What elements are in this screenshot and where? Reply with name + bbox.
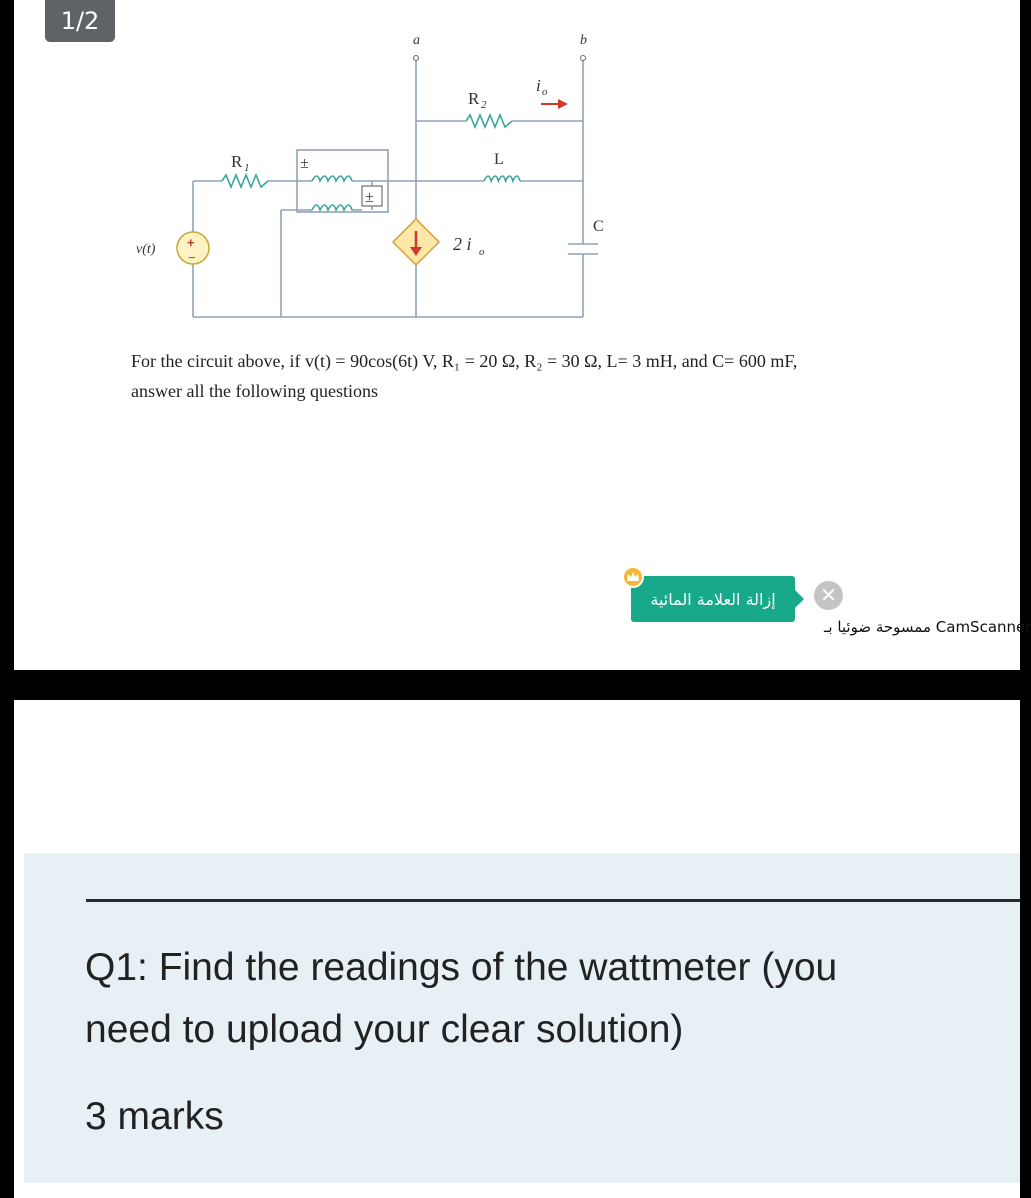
question-line-2: need to upload your clear solution) — [85, 1008, 684, 1051]
dependent-source-subscript: o — [479, 246, 485, 258]
question-marks: 3 marks — [85, 1095, 224, 1138]
wattmeter-current-coil — [312, 176, 352, 181]
source-minus-sign: − — [188, 250, 196, 265]
terminal-a-label: a — [413, 33, 420, 48]
question-panel — [24, 853, 1020, 1183]
voltage-coil-polarity: ± — [365, 189, 374, 206]
source-label: v(t) — [136, 242, 156, 257]
current-coil-polarity: ± — [300, 155, 309, 172]
page-separator — [0, 670, 1020, 700]
current-subscript: o — [542, 86, 548, 98]
remove-watermark-button[interactable]: إزالة العلامة المائية — [631, 576, 795, 622]
crown-icon — [622, 566, 644, 588]
scanned-by-text: ممسوحة ضوئيا بـ CamScanner — [824, 618, 1031, 636]
terminal-b-label: b — [580, 33, 587, 48]
inductor-label: L — [494, 151, 504, 168]
source-plus-sign: + — [187, 235, 195, 250]
question-line-1: Q1: Find the readings of the wattmeter (you — [85, 946, 838, 989]
circuit-diagram — [0, 0, 1020, 340]
problem-statement — [131, 346, 981, 406]
page-indicator: 1/2 — [45, 0, 115, 42]
r2-resistor — [466, 115, 512, 127]
r1-resistor — [222, 175, 268, 187]
divider-line — [86, 899, 1020, 902]
current-arrow-icon — [558, 99, 568, 109]
terminal-b-node — [581, 56, 586, 61]
inductor — [484, 176, 520, 181]
close-icon[interactable]: ✕ — [814, 581, 843, 610]
problem-line-1: For the circuit above, if v(t) = 90cos(6t) V, R₁ = 20 Ω, R₂ = 30 Ω, L= 3 mH, and C= 600 mF, — [131, 351, 798, 371]
capacitor-label: C — [593, 218, 604, 235]
r1-label: R — [231, 152, 243, 171]
camscanner-watermark — [820, 616, 1031, 638]
r1-subscript: 1 — [244, 162, 250, 174]
dependent-source-label: 2 i — [453, 234, 472, 254]
question-text — [85, 937, 985, 1061]
current-label: i — [536, 76, 541, 95]
terminal-a-node — [414, 56, 419, 61]
wattmeter-voltage-coil — [312, 205, 352, 210]
problem-line-2: answer all the following questions — [131, 381, 378, 401]
r2-subscript: 2 — [481, 99, 487, 111]
r2-label: R — [468, 89, 480, 108]
